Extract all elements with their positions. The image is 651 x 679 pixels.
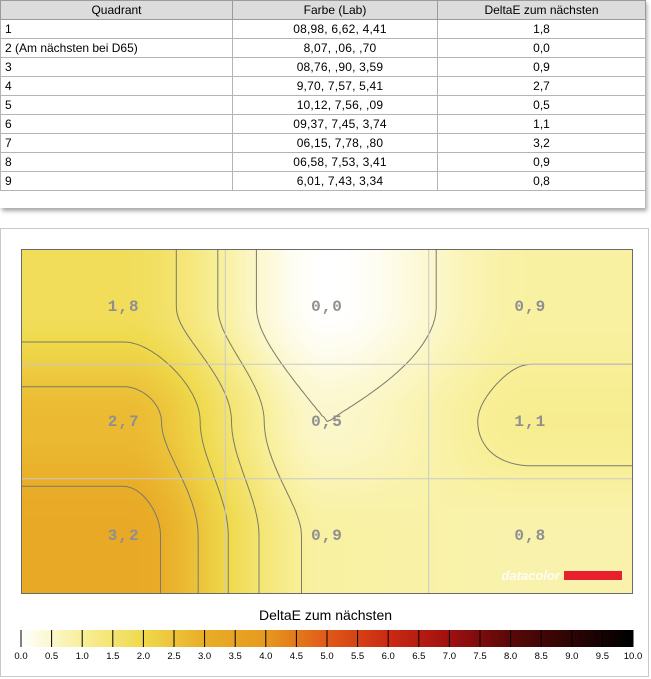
scale-tick-label: 9.5: [595, 651, 609, 662]
cell-value-label: 1,8: [107, 298, 140, 317]
cell-quadrant: 1: [1, 20, 233, 39]
table-row: [1, 96, 646, 115]
cell-value-label: 0,9: [311, 526, 343, 545]
cell-lab: 10,12, 7,56, ,09: [233, 96, 438, 115]
scale-tick-label: 7.5: [473, 651, 487, 662]
scale-tick-label: 9.0: [565, 651, 579, 662]
table-row: [1, 39, 646, 58]
scale-tick-label: 8.5: [534, 651, 548, 662]
cell-quadrant: 7: [1, 134, 233, 153]
scale-tick-label: 3.5: [228, 651, 242, 662]
scale-tick-label: 1.0: [75, 651, 89, 662]
cell-lab: 06,58, 7,53, 3,41: [233, 153, 438, 172]
scale-tick-label: 6.0: [381, 651, 395, 662]
scale-tick-label: 0.5: [44, 651, 59, 662]
table-header-row: [1, 1, 646, 20]
scale-tick-label: 4.5: [289, 651, 303, 662]
scale-tick-label: 2.0: [136, 651, 150, 662]
scale-tick-label: 7.0: [442, 651, 456, 662]
cell-deltae: 2,7: [438, 77, 646, 96]
table-row: [1, 134, 646, 153]
table-row: [1, 58, 646, 77]
cell-lab: 08,76, ,90, 3,59: [233, 58, 438, 77]
scale-tick-label: 10.0: [623, 651, 643, 662]
scale-tick-label: 5.0: [320, 651, 334, 662]
cell-deltae: 0,5: [438, 96, 646, 115]
table-row: [1, 77, 646, 96]
color-scale-bar: [21, 630, 633, 647]
watermark-bar: [564, 571, 622, 580]
datacolor-watermark: [501, 568, 622, 583]
header-deltae: DeltaE zum nächsten: [438, 1, 646, 20]
scale-tick-label: 6.5: [412, 651, 426, 662]
cell-quadrant: 8: [1, 153, 233, 172]
uniformity-heatmap: [21, 249, 633, 594]
cell-lab: 09,37, 7,45, 3,74: [233, 115, 438, 134]
scale-tick-label: 5.5: [350, 651, 365, 662]
cell-deltae: 0,0: [438, 39, 646, 58]
cell-deltae: 1,8: [438, 20, 646, 39]
cell-value-label: 3,2: [107, 526, 140, 545]
scale-tick-label: 8.0: [503, 651, 518, 662]
cell-quadrant: 5: [1, 96, 233, 115]
cell-quadrant: 2 (Am nächsten bei D65): [1, 39, 233, 58]
uniformity-panel: [0, 228, 649, 677]
cell-quadrant: 6: [1, 115, 233, 134]
scale-tick-label: 0.0: [14, 651, 28, 662]
cell-lab: 9,70, 7,57, 5,41: [233, 77, 438, 96]
header-farbe: Farbe (Lab): [233, 1, 438, 20]
scale-tick-label: 2.5: [167, 651, 181, 662]
lab-values-table: [0, 0, 646, 191]
table-row: [1, 172, 646, 191]
cell-lab: 6,01, 7,43, 3,34: [233, 172, 438, 191]
cell-value-label: 0,9: [514, 298, 547, 317]
scale-title: DeltaE zum nächsten: [258, 607, 393, 623]
cell-deltae: 1,1: [438, 115, 646, 134]
lab-values-table-wrap: [0, 0, 645, 208]
contour-line: [218, 250, 632, 593]
header-quadrant: Quadrant: [1, 1, 233, 20]
table-row: [1, 20, 646, 39]
cell-deltae: 0,9: [438, 58, 646, 77]
cell-value-label: 1,1: [514, 412, 547, 431]
cell-deltae: 0,8: [438, 172, 646, 191]
cell-deltae: 3,2: [438, 134, 646, 153]
watermark-text: datacolor: [501, 568, 560, 583]
cell-quadrant: 4: [1, 77, 233, 96]
contour-line: [22, 342, 228, 593]
contour-line: [256, 250, 436, 422]
cell-value-label: 0,0: [311, 298, 343, 317]
cell-deltae: 0,9: [438, 153, 646, 172]
cell-lab: 06,15, 7,78, ,80: [233, 134, 438, 153]
cell-value-label: 2,7: [107, 412, 140, 431]
scale-tick-label: 4.0: [259, 651, 273, 662]
contour-line: [22, 486, 161, 593]
scale-tick-label: 1.5: [106, 651, 120, 662]
cell-value-label: 0,5: [311, 412, 343, 431]
cell-quadrant: 3: [1, 58, 233, 77]
cell-lab: 8,07, ,06, ,70: [233, 39, 438, 58]
scale-tick-label: 3.0: [197, 651, 212, 662]
table-row: [1, 153, 646, 172]
cell-quadrant: 9: [1, 172, 233, 191]
cell-lab: 08,98, 6,62, 4,41: [233, 20, 438, 39]
table-row: [1, 115, 646, 134]
cell-value-label: 0,8: [514, 526, 547, 545]
